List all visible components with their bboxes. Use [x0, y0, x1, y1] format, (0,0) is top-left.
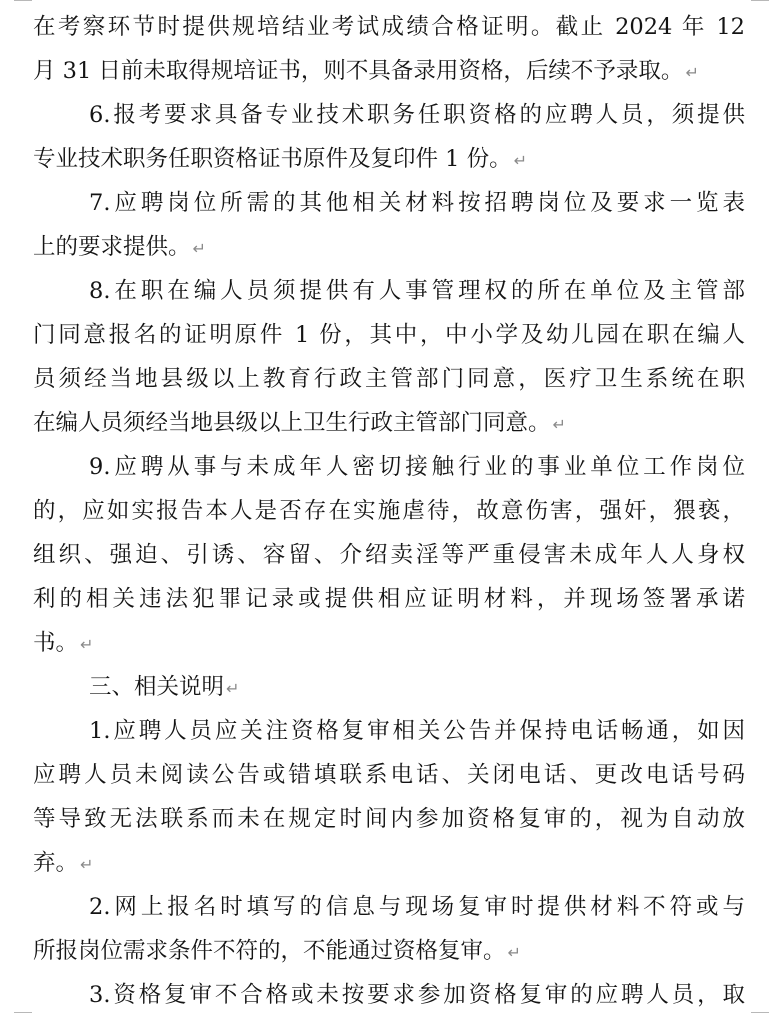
line-text: 等导致无法联系而未在规定时间内参加资格复审的，视为自动放	[33, 806, 745, 832]
paragraph-mark-icon: ↵	[685, 63, 699, 82]
document-page	[33, 5, 745, 1017]
line-text: 员须经当地县级以上教育行政主管部门同意，医疗卫生系统在职	[33, 366, 745, 392]
text-line	[33, 93, 745, 137]
text-line	[33, 181, 745, 225]
text-line	[33, 137, 745, 181]
line-text: 8.在职在编人员须提供有人事管理权的所在单位及主管部	[89, 278, 745, 304]
line-text: 组织、强迫、引诱、容留、介绍卖淫等严重侵害未成年人人身权	[33, 542, 745, 568]
line-text: 6.报考要求具备专业技术职务任职资格的应聘人员，须提供	[89, 102, 745, 128]
text-line	[33, 841, 745, 885]
paragraph-mark-icon: ↵	[226, 679, 240, 698]
text-line	[33, 973, 745, 1017]
paragraph-mark-icon: ↵	[507, 943, 521, 962]
text-line	[33, 577, 745, 621]
paragraph-mark-icon: ↵	[552, 415, 566, 434]
line-text: 的，应如实报告本人是否存在实施虐待，故意伤害，强奸，猥亵，	[33, 498, 745, 524]
text-line	[33, 797, 745, 841]
page-corner-mark-bottom-right	[751, 1012, 769, 1013]
line-text: 上的要求提供。	[33, 234, 191, 260]
text-line	[33, 929, 745, 973]
paragraph-mark-icon: ↵	[513, 151, 528, 170]
line-text: 弃。	[33, 850, 79, 876]
line-text: 1.应聘人员应关注资格复审相关公告并保持电话畅通，如因	[89, 718, 745, 744]
page-corner-mark-top-right	[751, 0, 769, 1]
paragraph-mark-icon: ↵	[80, 635, 94, 654]
text-line	[33, 357, 745, 401]
text-line	[33, 313, 745, 357]
page-corner-mark-top-left	[14, 0, 32, 1]
text-line	[33, 885, 745, 929]
text-line	[33, 269, 745, 313]
line-text: 利的相关违法犯罪记录或提供相应证明材料，并现场签署承诺	[33, 586, 745, 612]
text-line	[33, 665, 745, 709]
paragraph-mark-icon: ↵	[192, 239, 206, 258]
text-line	[33, 49, 745, 93]
line-text: 专业技术职务任职资格证书原件及复印件 1 份。	[33, 146, 512, 172]
page-corner-mark-bottom-left	[14, 1012, 32, 1013]
text-line	[33, 489, 745, 533]
line-text: 9.应聘从事与未成年人密切接触行业的事业单位工作岗位	[89, 454, 745, 480]
line-text: 应聘人员未阅读公告或错填联系电话、关闭电话、更改电话号码	[33, 762, 745, 788]
text-line	[33, 401, 745, 445]
text-line	[33, 753, 745, 797]
text-line	[33, 709, 745, 753]
line-text: 所报岗位需求条件不符的，不能通过资格复审。	[33, 938, 506, 964]
line-text: 3.资格复审不合格或未按要求参加资格复审的应聘人员，取	[89, 982, 745, 1008]
text-line	[33, 533, 745, 577]
line-text: 书。	[33, 630, 79, 656]
line-text: 7.应聘岗位所需的其他相关材料按招聘岗位及要求一览表	[89, 190, 745, 216]
line-text: 2.网上报名时填写的信息与现场复审时提供材料不符或与	[89, 894, 745, 920]
line-text: 月 31 日前未取得规培证书，则不具备录用资格，后续不予录取。	[33, 58, 684, 84]
text-line	[33, 621, 745, 665]
line-text: 在考察环节时提供规培结业考试成绩合格证明。截止 2024 年 12	[33, 14, 745, 40]
text-line	[33, 5, 745, 49]
line-text: 三、相关说明	[89, 674, 225, 700]
text-line	[33, 445, 745, 489]
line-text: 门同意报名的证明原件 1 份，其中，中小学及幼儿园在职在编人	[33, 322, 745, 348]
line-text: 在编人员须经当地县级以上卫生行政主管部门同意。	[33, 410, 551, 436]
text-line	[33, 225, 745, 269]
paragraph-mark-icon: ↵	[80, 855, 94, 874]
